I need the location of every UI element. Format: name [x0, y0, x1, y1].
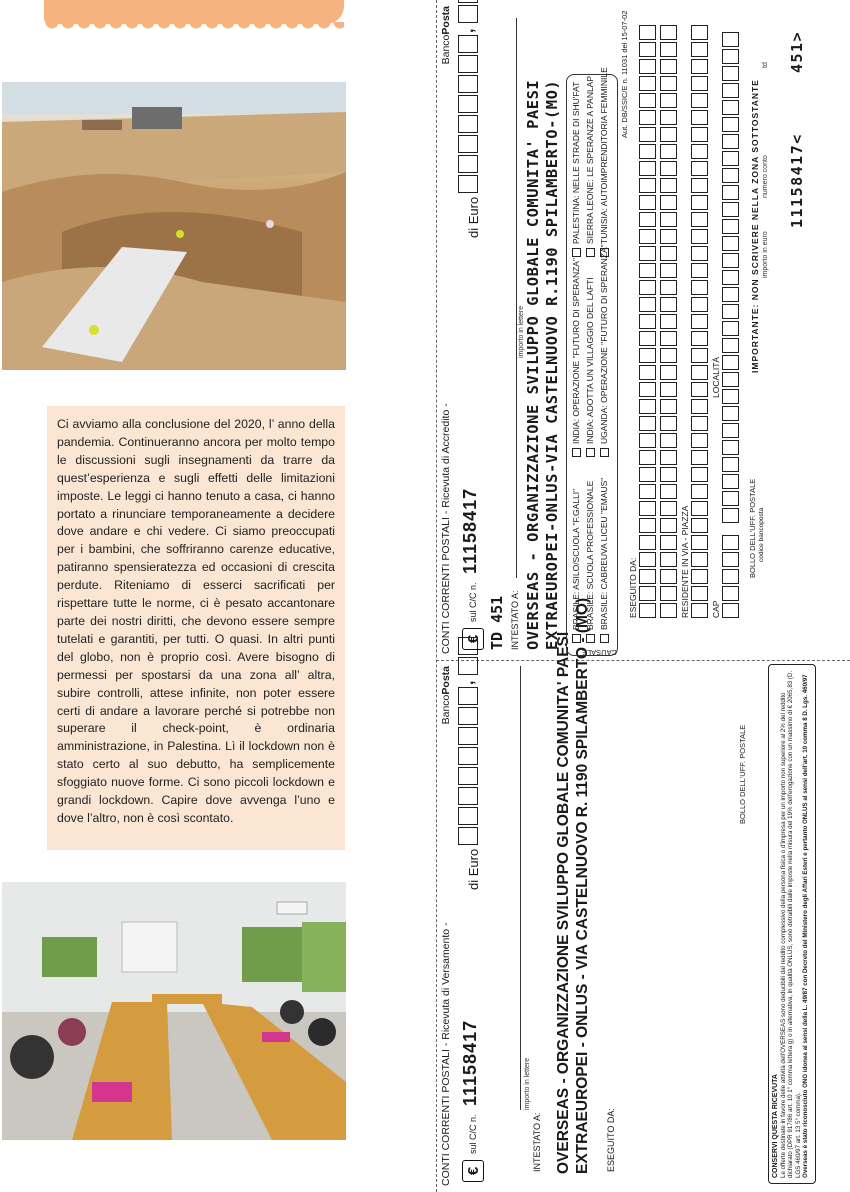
importo-euro-label: importo in euro — [762, 231, 769, 278]
amount-box[interactable] — [458, 135, 478, 153]
decimal-comma: , — [460, 28, 477, 33]
checkbox-icon[interactable] — [586, 634, 595, 643]
checkbox-icon[interactable] — [572, 248, 581, 257]
brand-bold: Posta — [440, 666, 452, 695]
decimal-comma: , — [460, 680, 477, 685]
amount-box[interactable] — [458, 55, 478, 73]
intestato-label: INTESTATO A: — [510, 590, 520, 650]
tax-note-bold: Overseas è stato riconosciuto ONG idonea al sensi della L. 49/87 con Decreto del Ministero degli Affari Esteri e pertanto ONLUS al sensi dell'art. 10 comma 8 D. Lgs. 460/97 — [802, 674, 810, 1178]
amount-boxes[interactable] — [458, 635, 478, 845]
option-label: INDIA: OPERAZIONE "FUTURO DI SPERANZA" — [571, 258, 581, 444]
checkbox-icon[interactable] — [586, 448, 595, 457]
option-checkbox[interactable] — [571, 258, 581, 457]
causale-box — [566, 67, 618, 657]
logo-glyph: € — [464, 1166, 482, 1176]
important-warning — [750, 79, 760, 373]
receipt-header — [440, 666, 454, 1186]
causale-label: CAUSALE — [581, 648, 617, 657]
eseguito-grid-row-2[interactable] — [660, 23, 677, 618]
ocr-account-code: 11158417< — [788, 133, 806, 228]
recipient-name-line1: OVERSEAS - ORGANIZZAZIONE SVILUPPO GLOBALE COMUNITA' PAESI — [555, 631, 572, 1174]
option-label: SIERRA LEONE: LE SPERANZE A PANLAP — [585, 75, 595, 244]
option-label: BRASILE: SCUOLA PROFESSIONALE — [585, 480, 595, 630]
amount-box[interactable] — [458, 115, 478, 133]
option-label: BRASILE: ASILO/SCUOLA "F.GALLI" — [571, 488, 581, 630]
td-code-label: td — [762, 62, 769, 68]
localita-grid-row[interactable] — [722, 30, 739, 523]
checkbox-icon[interactable] — [600, 448, 609, 457]
codice-bancoposta-label: codice bancoposta — [758, 507, 765, 562]
option-checkbox[interactable] — [585, 481, 595, 643]
amount-box[interactable] — [458, 95, 478, 113]
euro-logo-icon — [462, 1160, 484, 1182]
checkbox-icon[interactable] — [572, 634, 581, 643]
important-text: NON SCRIVERE NELLA ZONA SOTTOSTANTE — [750, 79, 760, 301]
bancoposta-brand — [440, 6, 452, 64]
account-number: 11158417 — [460, 487, 480, 574]
recipient-name-line2: EXTRAEUROPEI-ONLUS-VIA CASTELNUOVO R.1190 SPILAMBERTO-(MO) — [543, 79, 561, 650]
amount-box[interactable] — [458, 687, 478, 705]
amount-box[interactable] — [458, 787, 478, 805]
decorative-orange-strip — [44, 0, 344, 24]
construction-site-photo — [2, 82, 346, 370]
euro-label: di Euro — [466, 848, 481, 890]
recipient-name-line2: EXTRAEUROPEI - ONLUS - VIA CASTELNUOVO R. 1190 SPILAMBERTO - (MO) — [574, 597, 591, 1174]
cap-grid-row[interactable] — [722, 533, 739, 618]
checkbox-icon[interactable] — [586, 248, 595, 257]
option-checkbox[interactable] — [585, 277, 595, 457]
checkbox-icon[interactable] — [572, 448, 581, 457]
option-label: TUNISIA: AUTOIMPRENDITORIA FEMMINILE — [599, 67, 609, 244]
option-label: PALESTINA: NELLE STRADE DI SHU'FAT — [571, 81, 581, 244]
eseguito-grid-row-1[interactable] — [639, 23, 656, 618]
amount-box[interactable] — [458, 827, 478, 845]
vertical-cut-line — [436, 0, 437, 1192]
option-label: INDIA: ADOTTA UN VILLAGGIO DEL LAFTI — [585, 277, 595, 444]
numero-conto-label: numero conto — [762, 155, 769, 198]
amount-box[interactable] — [458, 5, 478, 23]
account-label: sul C/C n. — [468, 582, 478, 622]
amount-boxes[interactable] — [458, 0, 478, 193]
localita-label: LOCALITÀ — [711, 356, 721, 398]
residente-label: RESIDENTE IN VIA - PIAZZA — [680, 505, 690, 618]
brand-plain: Banco — [440, 34, 452, 65]
tax-note-text: Le offerte destinate in favore delle attività dell'OVERSEAS sono deducibili dal reddito complessivo della persona fisica o d'impresa per un importo non superiore al 2% del reddito dichiarato (DPR 917/86 art. 10 1° comma lettera g) o in alternativa, in qualità ONLUS, sono detraibili dalle imposte nella misura del 19% dell'erogazione con un massimo di € 2065,83 (D. LGS 460/97 art. 13 5° comma). — [779, 670, 802, 1178]
important-prefix: IMPORTANTE: — [750, 303, 760, 373]
option-checkbox[interactable] — [585, 76, 595, 257]
euro-label: di Euro — [466, 196, 481, 238]
credit-receipt-slip — [438, 2, 818, 658]
option-checkbox[interactable] — [571, 82, 581, 257]
account-number: 11158417 — [460, 1019, 480, 1106]
meeting-room-photo — [2, 882, 346, 1140]
receipt-header-text: CONTI CORRENTI POSTALI - Ricevuta di Versamento - — [440, 922, 452, 1186]
account-label: sul C/C n. — [468, 1114, 478, 1154]
address-grid-row[interactable] — [691, 23, 708, 618]
tax-note-box — [768, 664, 816, 1184]
brand-plain: Banco — [440, 694, 452, 725]
amount-box[interactable] — [458, 727, 478, 745]
intestato-label: INTESTATO A: — [532, 1112, 542, 1172]
amount-box[interactable] — [458, 0, 478, 3]
option-checkbox[interactable] — [599, 478, 609, 643]
bancoposta-brand — [440, 666, 452, 724]
amount-box[interactable] — [458, 175, 478, 193]
recipient-name-line1: OVERSEAS - ORGANIZZAZIONE SVILUPPO GLOBALE COMUNITA' PAESI — [524, 79, 542, 650]
amount-in-words-line[interactable] — [520, 666, 521, 1110]
credit-header-text: CONTI CORRENTI POSTALI - Ricevuta di Accredito - — [440, 403, 452, 654]
authorization-text: Aut. DB/SSIC/E n. 11031 del 15-07-02 — [620, 10, 629, 138]
credit-header — [440, 6, 454, 654]
amount-box[interactable] — [458, 707, 478, 725]
amount-box[interactable] — [458, 657, 478, 675]
brand-bold: Posta — [440, 6, 452, 35]
cap-label: CAP — [711, 600, 721, 618]
postal-stamp-label: BOLLO DELL'UFF. POSTALE — [748, 478, 757, 578]
amount-in-words-label: importo in lettere — [518, 305, 525, 358]
amount-box[interactable] — [458, 747, 478, 765]
amount-box[interactable] — [458, 767, 478, 785]
option-checkbox[interactable] — [599, 67, 609, 257]
postal-stamp-label: BOLLO DELL'UFF. POSTALE — [738, 724, 747, 824]
option-checkbox[interactable] — [599, 244, 609, 457]
amount-in-words-label: importo in lettere — [524, 1057, 531, 1110]
option-label: BRASILE: CABREUVA LICEU "EMAUS" — [599, 477, 609, 630]
amount-box[interactable] — [458, 155, 478, 173]
article-paragraph: Ci avviamo alla conclusione del 2020, l’ anno della pandemia. Continueranno ancora per molto tempo le discussioni sugli insegnamenti da trarre da quest’esperienza e sugli effetti delle limitazioni imposte. Le leggi ci hanno tenuto a casa, ci hanno portato a rinunciare temporaneamente a decidere dove andare e chi vedere. Ci siamo preoccupati per i bambini, che soffriranno carenze educative, patiranno spensieratezza ed occasioni di crescita perdute. Riteniamo di esserci sacrificati per rispettare tutte le norme, ci è pesato accantonare parte dei nostri diritti, che devono essere sempre tutelati e garantiti, per tutti. O quasi. In altri punti del globo, non è proprio così. Avere bisogno di permessi per spostarsi da una zona all’ altra, subire controlli, attese infinite, non poter essere certi di andare a lavorare perché si potrebbe non superare il check-point, è ordinaria amministrazione, in Palestina. Lì il lockdown non è stato certo al suo debutto, ha semplicemente sfoggiato nuove forme. Ci sono piccoli lockdown e grandi lockdown. Capire dove avvenga l’uno e dove l’altro, non è così scontato. — [57, 417, 335, 825]
option-label: UGANDA: OPERAZIONE "FUTURO DI SPERANZA" — [599, 244, 609, 444]
euro-logo-icon — [462, 628, 484, 650]
amount-box[interactable] — [458, 807, 478, 825]
amount-box[interactable] — [458, 75, 478, 93]
construction-site-illustration — [2, 82, 346, 370]
option-checkbox[interactable] — [571, 489, 581, 643]
checkbox-icon[interactable] — [600, 248, 609, 257]
td-code: TD 451 — [488, 595, 506, 650]
logo-glyph: € — [464, 634, 482, 644]
meeting-room-illustration — [2, 882, 346, 1140]
checkbox-icon[interactable] — [600, 634, 609, 643]
article-text-panel — [47, 406, 345, 850]
eseguito-label: ESEGUITO DA: — [628, 557, 638, 618]
horizontal-cut-line — [436, 660, 850, 661]
ocr-td-code: 451> — [788, 30, 806, 73]
amount-box[interactable] — [458, 35, 478, 53]
amount-in-words-line[interactable] — [516, 18, 517, 578]
eseguito-label: ESEGUITO DA: — [606, 1108, 616, 1172]
tax-note-title: CONSERVI QUESTA RICEVUTA — [772, 1074, 779, 1178]
